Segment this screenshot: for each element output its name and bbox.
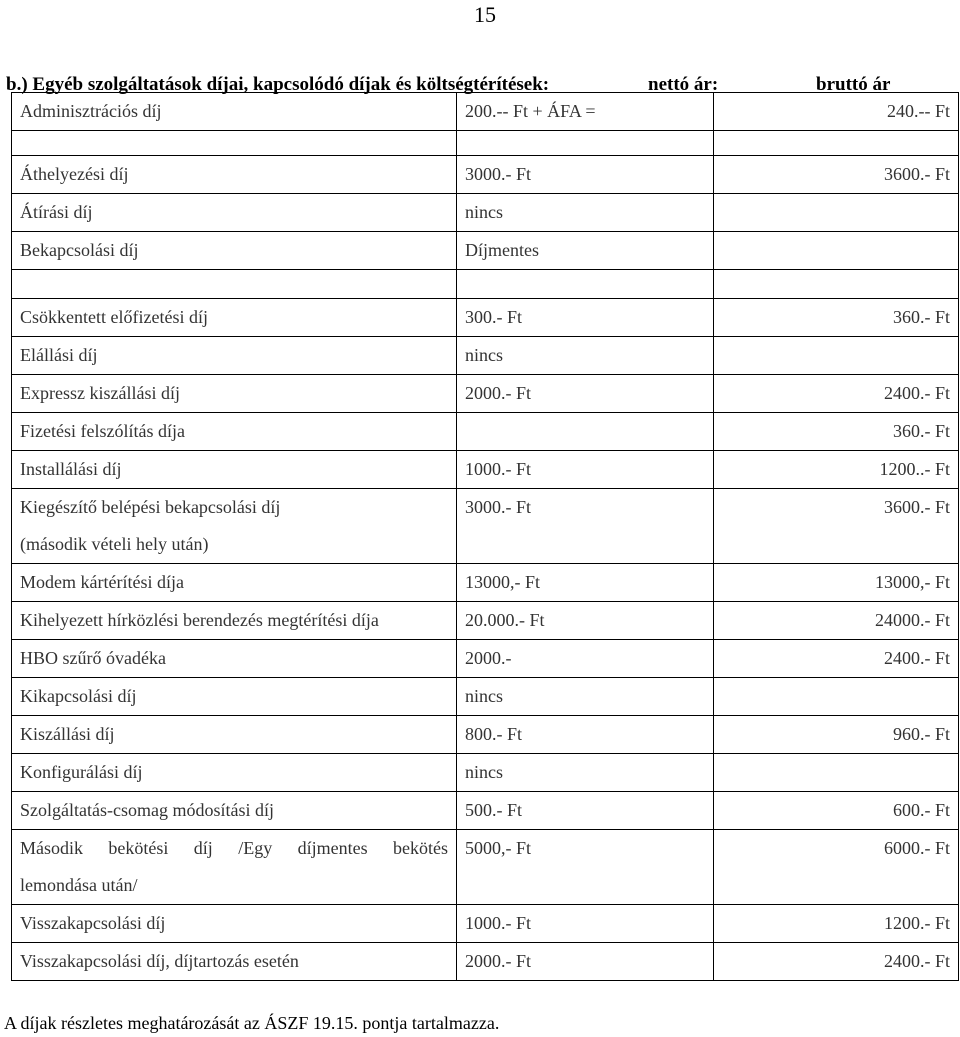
table-row <box>12 451 959 489</box>
fee-name: Fizetési felszólítás díja <box>12 413 457 451</box>
fee-gross-price: 13000,- Ft <box>714 564 959 602</box>
fee-net-price: 200.-- Ft + ÁFA = <box>457 93 714 131</box>
fee-table <box>11 92 959 981</box>
fee-gross-price <box>714 754 959 792</box>
fee-net-price: nincs <box>457 754 714 792</box>
fee-net-price: 2000.- Ft <box>457 375 714 413</box>
fee-net-price: nincs <box>457 337 714 375</box>
fee-gross-price: 6000.- Ft <box>714 830 959 905</box>
fee-gross-price: 360.- Ft <box>714 299 959 337</box>
fee-net-price: 1000.- Ft <box>457 905 714 943</box>
fee-name: Átírási díj <box>12 194 457 232</box>
fee-net-price: 13000,- Ft <box>457 564 714 602</box>
fee-net-price: nincs <box>457 678 714 716</box>
fee-name: HBO szűrő óvadéka <box>12 640 457 678</box>
fee-net-price: 800.- Ft <box>457 716 714 754</box>
table-row <box>12 640 959 678</box>
fee-name: Visszakapcsolási díj, díjtartozás esetén <box>12 943 457 981</box>
fee-name: Bekapcsolási díj <box>12 232 457 270</box>
fee-name: Elállási díj <box>12 337 457 375</box>
fee-name: Csökkentett előfizetési díj <box>12 299 457 337</box>
fee-net-price: 3000.- Ft <box>457 489 714 564</box>
fee-gross-price: 3600.- Ft <box>714 489 959 564</box>
fee-gross-price <box>714 337 959 375</box>
fee-gross-price: 360.- Ft <box>714 413 959 451</box>
fee-gross-price: 1200..- Ft <box>714 451 959 489</box>
table-row <box>12 375 959 413</box>
fee-name-line2: (második vételi hely után) <box>20 534 209 554</box>
fee-gross-price: 600.- Ft <box>714 792 959 830</box>
table-row <box>12 489 959 564</box>
fee-name-two-line <box>12 489 457 564</box>
table-row <box>12 602 959 640</box>
fee-net-price: 500.- Ft <box>457 792 714 830</box>
fee-name: Kihelyezett hírközlési berendezés megtérítési díja <box>12 602 457 640</box>
footnote: A díjak részletes meghatározását az ÁSZF 19.15. pontja tartalmazza. <box>4 1013 500 1033</box>
fee-net-price: 300.- Ft <box>457 299 714 337</box>
fee-net-price <box>457 413 714 451</box>
fee-name: Installálási díj <box>12 451 457 489</box>
fee-name: Modem kártérítési díja <box>12 564 457 602</box>
page-number: 15 <box>474 2 496 27</box>
fee-net-price: Díjmentes <box>457 232 714 270</box>
gross-price-header: bruttó ár <box>816 74 891 95</box>
table-row <box>12 413 959 451</box>
fee-gross-price: 960.- Ft <box>714 716 959 754</box>
fee-net-price: nincs <box>457 194 714 232</box>
fee-gross-price: 240.-- Ft <box>714 93 959 131</box>
fee-net-price: 2000.- <box>457 640 714 678</box>
table-row <box>12 792 959 830</box>
fee-name: Expressz kiszállási díj <box>12 375 457 413</box>
table-row <box>12 905 959 943</box>
fee-name: Konfigurálási díj <box>12 754 457 792</box>
table-spacer-row <box>12 131 959 156</box>
fee-gross-price: 2400.- Ft <box>714 943 959 981</box>
table-row <box>12 678 959 716</box>
table-row <box>12 194 959 232</box>
table-row <box>12 299 959 337</box>
table-row <box>12 93 959 131</box>
table-spacer-row <box>12 270 959 299</box>
fee-gross-price: 3600.- Ft <box>714 156 959 194</box>
section-title: b.) Egyéb szolgáltatások díjai, kapcsolódó díjak és költségtérítések: <box>6 74 550 95</box>
table-row <box>12 156 959 194</box>
fee-gross-price: 24000.- Ft <box>714 602 959 640</box>
fee-gross-price <box>714 678 959 716</box>
table-row <box>12 337 959 375</box>
fee-name: Visszakapcsolási díj <box>12 905 457 943</box>
fee-name-line2: lemondása után/ <box>20 875 138 895</box>
fee-net-price: 3000.- Ft <box>457 156 714 194</box>
fee-gross-price: 2400.- Ft <box>714 640 959 678</box>
fee-gross-price: 1200.- Ft <box>714 905 959 943</box>
fee-net-price: 20.000.- Ft <box>457 602 714 640</box>
fee-gross-price: 2400.- Ft <box>714 375 959 413</box>
fee-name: Szolgáltatás-csomag módosítási díj <box>12 792 457 830</box>
table-row <box>12 564 959 602</box>
fee-name: Kiszállási díj <box>12 716 457 754</box>
fee-net-price: 2000.- Ft <box>457 943 714 981</box>
fee-name: Kikapcsolási díj <box>12 678 457 716</box>
fee-net-price: 1000.- Ft <box>457 451 714 489</box>
fee-net-price: 5000,- Ft <box>457 830 714 905</box>
table-row <box>12 232 959 270</box>
table-row <box>12 716 959 754</box>
table-row <box>12 943 959 981</box>
table-row <box>12 830 959 905</box>
net-price-header: nettó ár: <box>648 74 719 95</box>
fee-name: Adminisztrációs díj <box>12 93 457 131</box>
fee-name: Kiegészítő belépési bekapcsolási díj <box>20 497 281 517</box>
fee-name: Második bekötési díj /Egy díjmentes bekötés <box>20 838 448 858</box>
fee-name-two-line <box>12 830 457 905</box>
fee-gross-price <box>714 232 959 270</box>
table-row <box>12 754 959 792</box>
fee-gross-price <box>714 194 959 232</box>
fee-name: Áthelyezési díj <box>12 156 457 194</box>
